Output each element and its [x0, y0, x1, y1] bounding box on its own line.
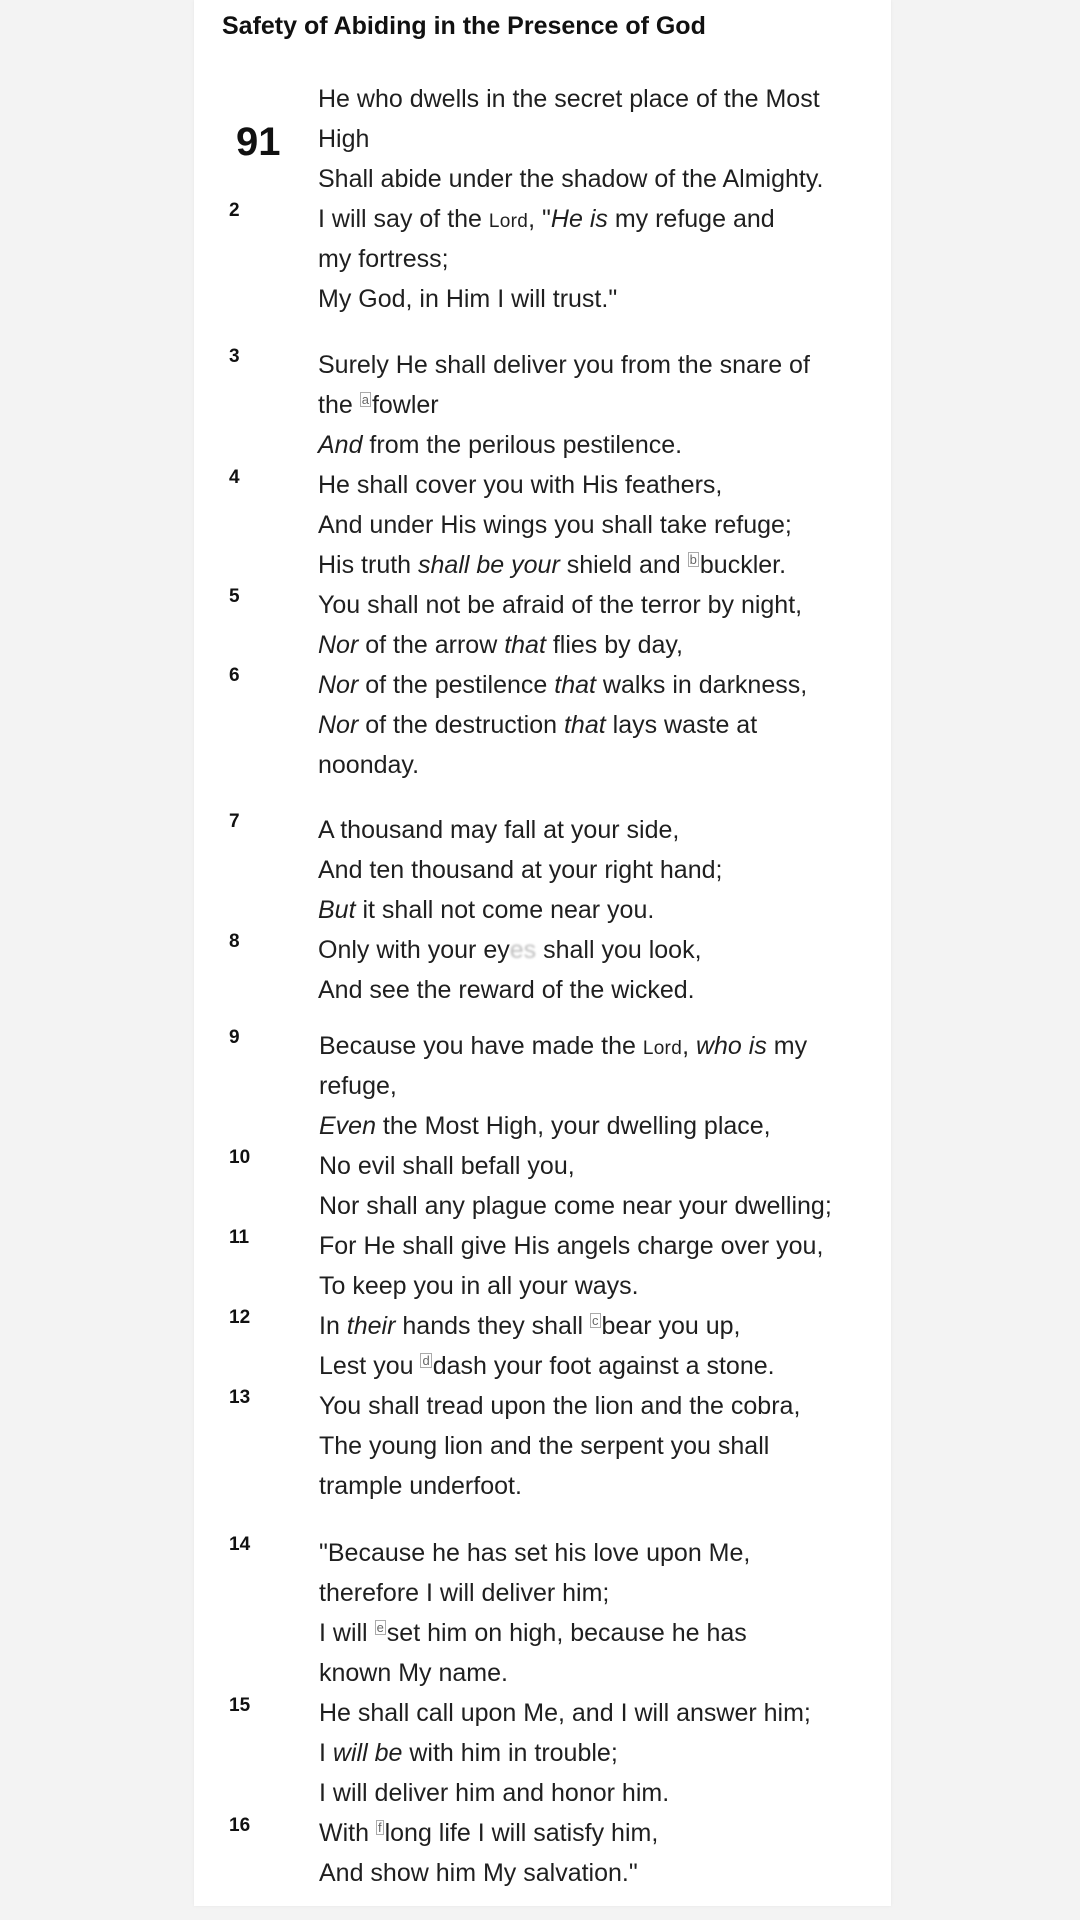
verse-line: I will e set him on high, because he has [319, 1619, 747, 1647]
verse-line: And show him My salvation." [319, 1859, 638, 1887]
verse-line: You shall tread upon the lion and the cobra, [319, 1392, 801, 1420]
verse-line: Nor of the destruction that lays waste at [318, 711, 758, 739]
verse-line: You shall not be afraid of the terror by night, [318, 591, 803, 619]
verse-line: My God, in Him I will trust." [318, 285, 618, 313]
verse-line: For He shall give His angels charge over you, [319, 1232, 824, 1260]
footnote-marker[interactable]: d [422, 1353, 430, 1368]
verse-line: The young lion and the serpent you shall [319, 1432, 770, 1460]
verse-line: Nor of the pestilence that walks in darkness, [318, 671, 808, 699]
verse-line: No evil shall befall you, [319, 1152, 575, 1180]
verse-line: I will be with him in trouble; [319, 1739, 618, 1767]
verse-number: 8 [229, 931, 240, 952]
verse-line: He shall call upon Me, and I will answer him; [319, 1699, 811, 1727]
verse-line: He shall cover you with His feathers, [318, 471, 723, 499]
verse-line: trample underfoot. [319, 1472, 522, 1500]
verse-line: His truth shall be your shield and b buckler. [318, 551, 787, 579]
verse-line: And from the perilous pestilence. [318, 431, 683, 459]
verse-line: Surely He shall deliver you from the snare of [318, 351, 810, 379]
verse-line: To keep you in all your ways. [319, 1272, 639, 1300]
verse-number: 12 [229, 1307, 251, 1328]
verse-line: With f long life I will satisfy him, [319, 1819, 659, 1847]
footnote-marker[interactable]: f [377, 1820, 382, 1835]
verse-number: 4 [229, 467, 240, 488]
lord-small-caps: Lord [488, 211, 529, 232]
verse-number: 13 [229, 1387, 251, 1408]
verse-line: But it shall not come near you. [318, 896, 655, 924]
verse-line: High [318, 125, 370, 153]
verse-line: Nor shall any plague come near your dwelling; [319, 1192, 832, 1220]
verse-line: "Because he has set his love upon Me, [319, 1539, 751, 1567]
chapter-number: 91 [236, 120, 281, 164]
verse-line: Shall abide under the shadow of the Almighty. [318, 165, 824, 193]
verse-number: 15 [229, 1695, 251, 1716]
footnote-marker[interactable]: a [361, 392, 369, 407]
verse-line: Nor of the arrow that flies by day, [318, 631, 684, 659]
verse-number: 10 [229, 1147, 251, 1168]
footnote-marker[interactable]: c [592, 1313, 599, 1328]
verse-number: 2 [229, 200, 240, 221]
verse-number: 5 [229, 586, 240, 607]
verse-line: noonday. [318, 751, 420, 779]
verse-line: Lest you d dash your foot against a stone. [319, 1352, 775, 1380]
verse-number: 3 [229, 346, 240, 367]
verse-line: And see the reward of the wicked. [318, 976, 695, 1004]
verse-line: And ten thousand at your right hand; [318, 856, 723, 884]
lord-small-caps: Lord [642, 1038, 683, 1059]
verse-number: 11 [229, 1227, 250, 1248]
verse-number: 6 [229, 665, 240, 686]
footnote-marker[interactable]: b [689, 552, 697, 567]
verse-line: therefore I will deliver him; [319, 1579, 610, 1607]
verse-line: In their hands they shall c bear you up, [319, 1312, 741, 1340]
verse-number: 16 [229, 1815, 251, 1836]
smudged-text: es [509, 936, 537, 964]
verse-line: refuge, [319, 1072, 397, 1100]
verse-line: my fortress; [318, 245, 449, 273]
verse-line: And under His wings you shall take refuge; [318, 511, 792, 539]
verse-line: Only with your eyes shall you look, [318, 936, 702, 964]
verse-number: 9 [229, 1027, 240, 1048]
verse-number: 14 [229, 1534, 251, 1555]
footnote-marker[interactable]: e [376, 1620, 384, 1635]
verse-line: A thousand may fall at your side, [318, 816, 680, 844]
verse-line: He who dwells in the secret place of the Most [318, 85, 820, 113]
verse-number: 7 [229, 811, 240, 832]
section-heading: Safety of Abiding in the Presence of God [222, 12, 706, 40]
verse-line: Because you have made the Lord, who is my [319, 1032, 808, 1060]
verse-line: I will say of the Lord, "He is my refuge and [318, 205, 775, 233]
verse-line: the a fowler [318, 391, 439, 419]
verse-line: Even the Most High, your dwelling place, [319, 1112, 771, 1140]
verse-line: I will deliver him and honor him. [319, 1779, 670, 1807]
verse-line: known My name. [319, 1659, 508, 1687]
